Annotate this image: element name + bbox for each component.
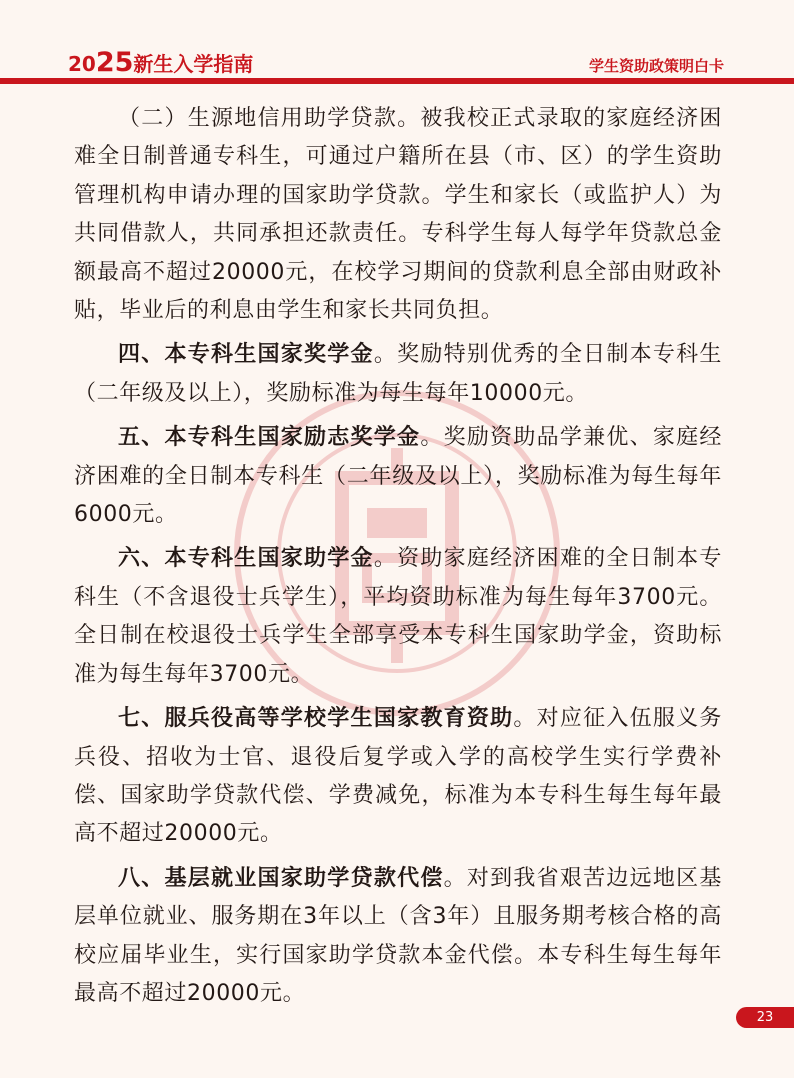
paragraph-text: 。奖励资助品学兼优、家庭经济困难的全日制本专科生（二年级及以上），奖励标准为每生每年6000元。 (74, 425, 722, 528)
paragraph-heading: 八、基层就业国家助学贷款代偿 (118, 865, 444, 891)
paragraph-military-service-aid (74, 700, 722, 854)
paragraph-heading: 四、本专科生国家奖学金 (118, 342, 374, 368)
paragraph-heading: 六、本专科生国家助学金 (118, 546, 374, 572)
paragraph-text: 。对应征入伍服义务兵役、招收为士官、退役后复学或入学的高校学生实行学费补偿、国家助学贷款代偿、学费减免，标准为本专科生每生每年最高不超过20000元。 (74, 706, 723, 847)
paragraph-text: 。资助家庭经济困难的全日制本专科生（不含退役士兵学生），平均资助标准为每生每年3700元。全日制在校退役士兵学生全部享受本专科生国家助学金，资助标准为每生每年3700元。 (74, 546, 722, 687)
page-header (0, 0, 794, 86)
paragraph-encouragement-scholarship (74, 419, 722, 534)
paragraph-national-grant (74, 540, 722, 694)
header-year-suffix: 25 (95, 47, 134, 78)
header-title-text: 新生入学指南 (133, 52, 254, 76)
paragraph-text: 。对到我省艰苦边远地区基层单位就业、服务期在3年以上（含3年）且服务期考核合格的高校应届毕业生，实行国家助学贷款本金代偿。本专科生每生每年最高不超过20000元。 (74, 865, 723, 1006)
header-guide-title (68, 47, 254, 78)
paragraph-national-scholarship (74, 336, 722, 413)
paragraph-grassroots-loan-compensation (74, 860, 722, 1014)
paragraph-text: 。奖励特别优秀的全日制本专科生（二年级及以上），奖励标准为每生每年10000元。 (74, 342, 722, 406)
header-section-title: 学生资助政策明白卡 (588, 57, 724, 75)
paragraph-student-loan (74, 100, 722, 330)
header-divider (0, 78, 794, 84)
paragraph-text: （二）生源地信用助学贷款。被我校正式录取的家庭经济困难全日制普通专科生，可通过户籍所在县（市、区）的学生资助管理机构申请办理的国家助学贷款。学生和家长（或监护人）为共同借款人，共同承担还款责任。专科学生每人每学年贷款总金额最高不超过20000元，在校学习期间的贷款利息全部由财政补贴，毕业后的利息由学生和家长共同负担。 (74, 106, 722, 324)
page-number: 23 (736, 1007, 794, 1028)
paragraph-heading: 七、服兵役高等学校学生国家教育资助 (118, 706, 514, 732)
document-body (74, 100, 722, 1019)
header-year-prefix: 20 (68, 52, 96, 76)
paragraph-heading: 五、本专科生国家励志奖学金 (118, 425, 421, 451)
